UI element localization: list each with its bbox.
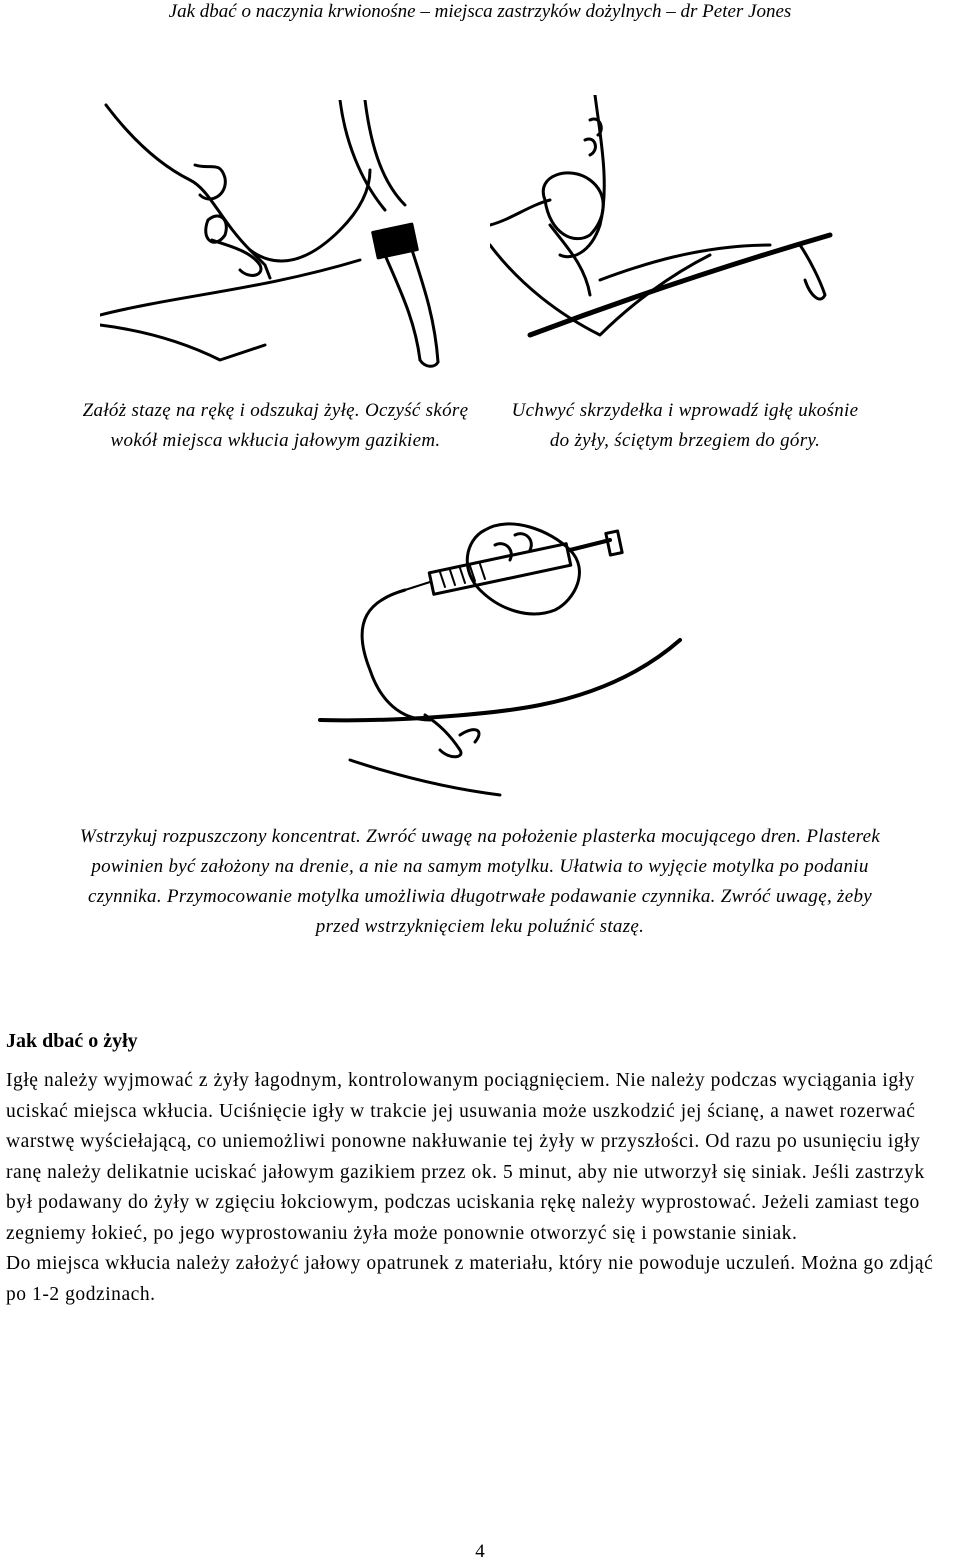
body-paragraph-2: Do miejsca wkłucia należy założyć jałowy opatrunek z materiału, który nie powoduje uczuleń. Można go zdjąć po 1-2 godzinach. [6, 1253, 934, 1305]
section-heading: Jak dbać o żyły [6, 1030, 138, 1052]
page-number: 4 [475, 1541, 485, 1562]
needle-insertion-illustration [490, 95, 840, 355]
document-header: Jak dbać o naczynia krwionośne – miejsca zastrzyków dożylnych – dr Peter Jones [168, 1, 792, 22]
tourniquet-illustration [100, 100, 460, 380]
right-figure-caption: Uchwyć skrzydełka i wprowadź igłę ukośnie do żyły, ściętym brzegiem do góry. [511, 400, 859, 451]
body-paragraph-1: Igłę należy wyjmować z żyły łagodnym, kontrolowanym pociągnięciem. Nie należy podczas wyciągania igły uciskać miejsca wkłucia. Uciśnięcie igły w trakcie jej usuwania może uszkodzić jej ścianę, a nawet rozerwać warstwę wyściełającą, co uniemożliwi ponowne nakłuwanie tej żyły w przyszłości. Od razu po usunięciu igły ranę należy delikatnie uciskać jałowym gazikiem przez ok. 5 minut, aby nie utworzył się siniak. Jeśli zastrzyk był podawany do żyły w zgięciu łokciowym, podczas uciskania rękę należy wyprostować. Jeżeli zamiast tego zegniemy łokieć, po jego wyprostowaniu żyła może ponownie otworzyć się i powstanie siniak. [6, 1070, 925, 1244]
center-figure-caption: Wstrzykuj rozpuszczony koncentrat. Zwróć uwagę na położenie plasterka mocującego dren. Plasterek powinien być założony na drenie, a nie na samym motylku. Ułatwia to wyjęcie motylka po podaniu czynnika. Przymocowanie motylka umożliwia długotrwałe podawanie czynnika. Zwróć uwagę, żeby przed wstrzyknięciem leku poluźnić stazę. [79, 826, 881, 937]
syringe-injection-illustration [310, 510, 690, 800]
section-body [6, 1066, 956, 1310]
left-figure-caption: Załóż stazę na rękę i odszukaj żyłę. Oczyść skórę wokół miejsca wkłucia jałowym gazikiem. [82, 400, 469, 451]
